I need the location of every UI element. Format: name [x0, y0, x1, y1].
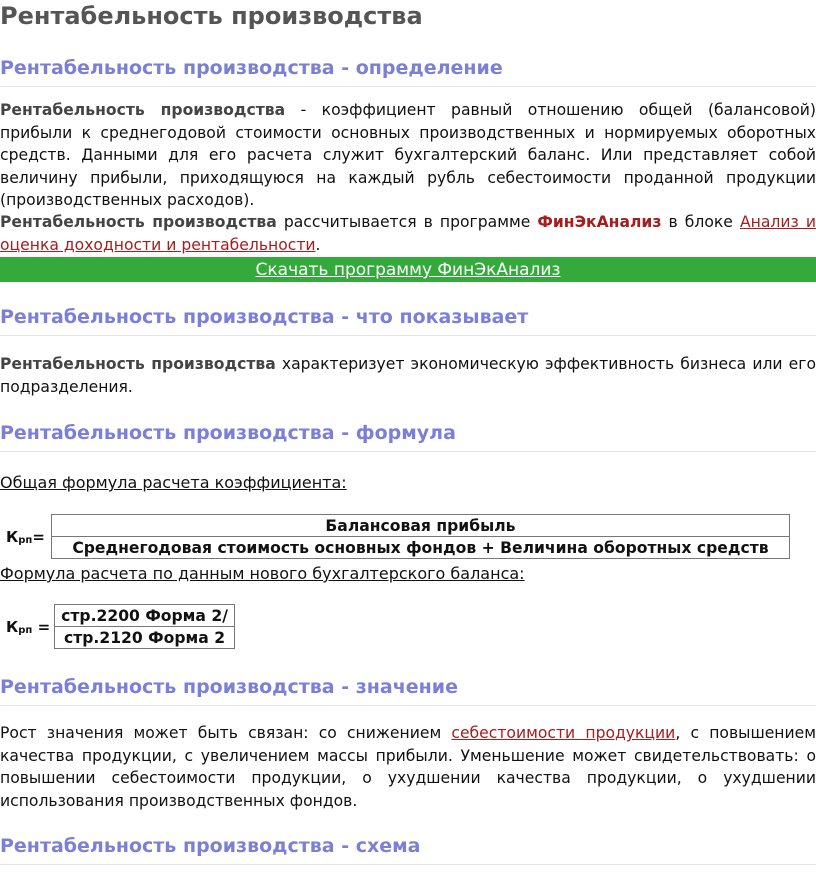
definition-paragraph: [0, 99, 816, 212]
cost-of-products-link[interactable]: себестоимости продукции: [451, 724, 676, 742]
shows-paragraph: [0, 353, 816, 398]
balance-formula: [0, 604, 235, 649]
general-formula: [0, 514, 790, 559]
calculation-text-1: рассчитывается в программе: [276, 213, 538, 231]
general-formula-caption: Общая формула расчета коэффициента:: [0, 473, 347, 492]
definition-heading: Рентабельность производства - определение: [0, 57, 816, 87]
calculation-end: .: [315, 235, 321, 254]
shows-term: Рентабельность производства: [0, 355, 276, 373]
analysis-block-link[interactable]: Анализ и оценка доходности и рентабельности: [0, 213, 816, 254]
value-text-2: , с повышением качества продукции, с увеличением массы прибыли. Уменьшение может свидетельствовать: о повышении себестоимости продукции, о ухудшении качества продукции, о ухудшении использования производственных фондов.: [0, 724, 816, 810]
download-banner: [0, 257, 816, 282]
shows-text: характеризует экономическую эффективность бизнеса или его подразделения.: [0, 355, 816, 396]
balance-formula-denominator: стр.2120 Форма 2: [55, 627, 235, 649]
formula-numerator: Балансовая прибыль: [51, 515, 789, 537]
definition-text: - коэффициент равный отношению общей (балансовой) прибыли к среднегодовой стоимости основных производственных и нормируемых оборотных средств. Данными для его расчета служит бухгалтерский баланс. Или представляет собой величину прибыли, приходящуюся на каждый рубль себестоимости проданной продукции (производственных расходов).: [0, 101, 816, 209]
program-name: ФинЭкАнализ: [537, 213, 662, 231]
shows-heading: Рентабельность производства - что показывает: [0, 306, 816, 336]
balance-formula-numerator: стр.2200 Форма 2/: [55, 605, 235, 627]
formula-heading: Рентабельность производства - формула: [0, 422, 816, 452]
scheme-heading: Рентабельность производства - схема: [0, 835, 816, 865]
formula-label: $К_{рп}=$: [6, 527, 45, 546]
value-heading: Рентабельность производства - значение: [0, 676, 816, 706]
balance-formula-caption: Формула расчета по данным нового бухгалтерского баланса:: [0, 564, 525, 583]
calculation-term: Рентабельность производства: [0, 213, 277, 231]
definition-term: Рентабельность производства: [0, 101, 286, 119]
formula-denominator: Среднегодовая стоимость основных фондов + Величина оборотных средств: [51, 537, 789, 559]
value-text-1: Рост значения может быть связан: со снижением: [0, 724, 452, 742]
balance-formula-label: $К_{рп}$ =: [6, 617, 51, 636]
value-paragraph: [0, 722, 816, 812]
calculation-paragraph: [0, 211, 816, 256]
download-program-link[interactable]: Скачать программу ФинЭкАнализ: [255, 260, 561, 280]
page-title: Рентабельность производства: [0, 2, 423, 30]
calculation-text-2: в блоке: [661, 213, 740, 231]
